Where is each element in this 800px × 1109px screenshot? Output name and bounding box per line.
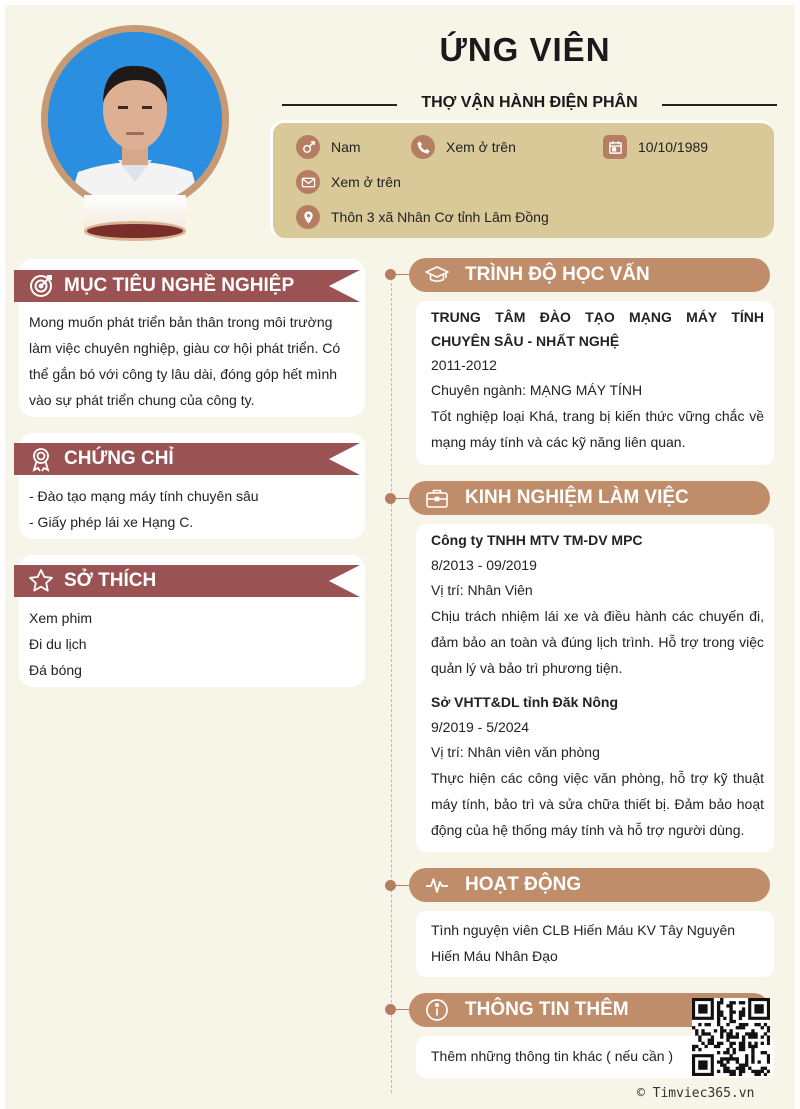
phone-icon xyxy=(411,135,435,159)
certificates-section xyxy=(19,433,365,539)
gender-icon xyxy=(296,135,320,159)
email-text: Xem ở trên xyxy=(331,174,401,190)
activities-title: HOẠT ĐỘNG xyxy=(465,874,582,895)
job-period: 9/2019 - 5/2024 xyxy=(431,719,530,735)
job-item xyxy=(431,528,764,681)
role-rule-right xyxy=(662,104,777,106)
candidate-name: ỨNG VIÊN xyxy=(439,31,611,68)
pulse-icon xyxy=(425,873,449,897)
avatar xyxy=(41,25,231,250)
objective-title: MỤC TIÊU NGHỀ NGHIỆP xyxy=(64,275,295,296)
contact-card xyxy=(270,120,774,238)
contact-email xyxy=(296,170,401,194)
qr-code xyxy=(692,998,770,1076)
certificates-title: CHỨNG CHỈ xyxy=(64,448,174,469)
list-item: - Giấy phép lái xe Hạng C. xyxy=(29,514,194,530)
target-icon xyxy=(28,273,54,299)
hobbies-section xyxy=(19,555,365,687)
job-desc: Chịu trách nhiệm lái xe và điều hành các chuyến đi, đảm bảo an toàn và đúng lịch trình. Hỗ trợ trong việc quản lý và bảo trì phương tiện. xyxy=(431,608,764,676)
list-item: Hiến Máu Nhân Đạo xyxy=(431,948,558,964)
star-icon xyxy=(28,568,54,594)
school-name: TRUNG TÂM ĐÀO TẠO MẠNG MÁY TÍNH CHUYÊN SÂU - NHẤT NGHỆ xyxy=(431,309,764,349)
education-title: TRÌNH ĐỘ HỌC VẤN xyxy=(465,264,650,285)
timeline-dot xyxy=(385,269,396,280)
education-desc: Tốt nghiệp loại Khá, trang bị kiến thức vững chắc về mạng máy tính và các kỹ năng liên quan. xyxy=(431,408,764,450)
job-company: Sở VHTT&DL tỉnh Đăk Nông xyxy=(431,694,619,710)
calendar-icon xyxy=(603,135,627,159)
briefcase-icon xyxy=(425,486,449,510)
list-item: Đi du lịch xyxy=(29,636,87,652)
mail-icon xyxy=(296,170,320,194)
timeline-dot xyxy=(385,1004,396,1015)
objective-text: Mong muốn phát triển bản thân trong môi trường làm việc chuyên nghiệp, giàu cơ hội phát triển. Có thể gắn bó với công ty lâu dài, đóng góp hết mình vào sự phát triển chung của công ty. xyxy=(29,314,341,408)
contact-phone xyxy=(411,135,516,159)
activities-card xyxy=(416,911,774,977)
list-item: Đá bóng xyxy=(29,662,82,678)
job-period: 8/2013 - 09/2019 xyxy=(431,557,537,573)
timeline-line xyxy=(391,273,392,1093)
info-icon xyxy=(425,998,449,1022)
contact-address xyxy=(296,205,549,229)
objective-banner xyxy=(14,270,360,302)
education-banner xyxy=(409,258,770,292)
birthday-text: 10/10/1989 xyxy=(638,139,709,155)
list-item: - Đào tạo mạng máy tính chuyên sâu xyxy=(29,488,259,504)
certificates-list xyxy=(29,483,351,535)
job-desc: Thực hiện các công việc văn phòng, hỗ trợ kỹ thuật máy tính, bảo trì và sửa chữa thiết bị. Đảm bảo hoạt động của hệ thống máy tính và hỗ trợ người dùng. xyxy=(431,770,764,838)
person-photo-icon xyxy=(48,32,222,206)
job-position: Vị trí: Nhân viên văn phòng xyxy=(431,744,600,760)
timeline-dot xyxy=(385,880,396,891)
objective-section xyxy=(19,259,365,417)
graduation-cap-icon xyxy=(425,263,449,287)
cv-page xyxy=(5,5,795,1109)
education-card xyxy=(416,301,774,465)
job-title: THỢ VẬN HÀNH ĐIỆN PHÂN xyxy=(421,94,638,111)
role-line xyxy=(282,90,777,120)
hobbies-list xyxy=(29,605,351,683)
hobbies-banner xyxy=(14,565,360,597)
phone-text: Xem ở trên xyxy=(446,139,516,155)
avatar-stand xyxy=(84,221,186,241)
list-item: Xem phim xyxy=(29,610,93,626)
contact-gender xyxy=(296,135,361,159)
extra-text: Thêm những thông tin khác ( nếu cần ) xyxy=(431,1048,674,1064)
address-text: Thôn 3 xã Nhân Cơ tỉnh Lâm Đồng xyxy=(331,209,549,225)
job-position: Vị trí: Nhân Viên xyxy=(431,582,533,598)
experience-title: KINH NGHIỆM LÀM VIỆC xyxy=(465,487,689,508)
gender-text: Nam xyxy=(331,139,361,155)
certificates-banner xyxy=(14,443,360,475)
education-major: Chuyên ngành: MẠNG MÁY TÍNH xyxy=(431,382,643,398)
experience-card xyxy=(416,524,774,852)
job-item xyxy=(431,690,764,843)
list-item: Tình nguyện viên CLB Hiến Máu KV Tây Nguyên xyxy=(431,922,736,938)
qr-code-icon xyxy=(692,998,770,1076)
education-period: 2011-2012 xyxy=(431,357,497,373)
contact-birthday xyxy=(603,135,708,159)
timeline-dot xyxy=(385,493,396,504)
activities-banner xyxy=(409,868,770,902)
experience-banner xyxy=(409,481,770,515)
avatar-photo xyxy=(48,32,222,206)
hobbies-title: SỞ THÍCH xyxy=(64,570,157,591)
location-icon xyxy=(296,205,320,229)
award-icon xyxy=(28,446,54,472)
footer-credit: © Timviec365.vn xyxy=(637,1086,755,1101)
extra-title: THÔNG TIN THÊM xyxy=(465,999,629,1020)
job-company: Công ty TNHH MTV TM-DV MPC xyxy=(431,532,643,548)
